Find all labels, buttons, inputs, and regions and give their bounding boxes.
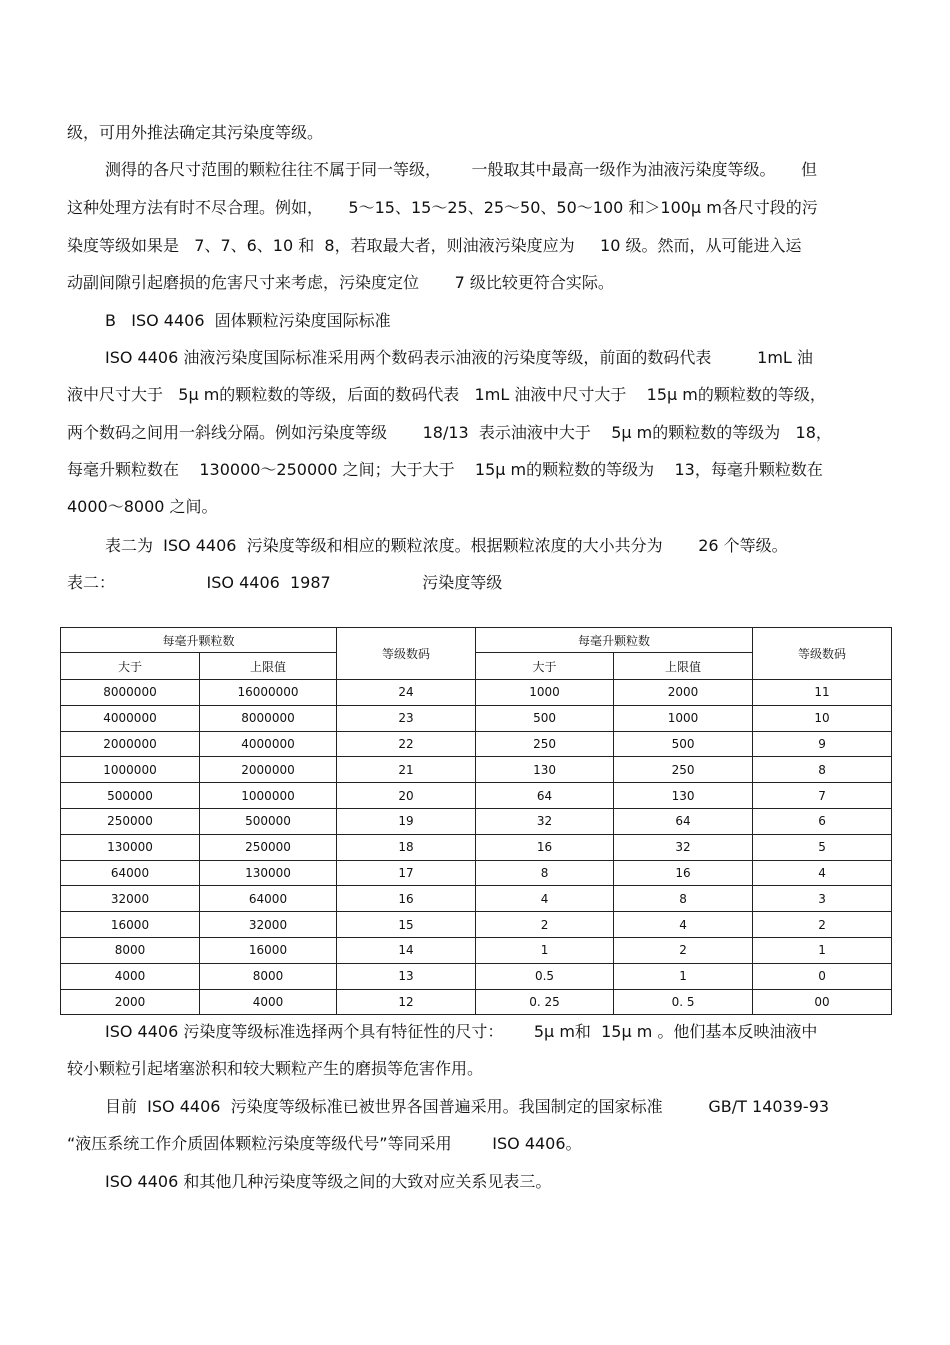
table-row — [61, 731, 892, 757]
paragraph-line: 4000～8000 之间。 — [67, 497, 218, 516]
table-cell: 19 — [337, 808, 476, 834]
table-cell: 9 — [753, 731, 892, 757]
table-cell: 00 — [753, 989, 892, 1015]
table-cell: 1 — [614, 963, 753, 989]
header-grade-code-left: 等级数码 — [337, 628, 476, 680]
table-caption: 表二： ISO 4406 1987 污染度等级 — [67, 573, 503, 592]
table-cell: 16000000 — [200, 680, 337, 706]
table-cell: 20 — [337, 783, 476, 809]
table-cell: 8000000 — [200, 705, 337, 731]
table-cell: 4000000 — [61, 705, 200, 731]
table-cell: 1 — [476, 937, 614, 963]
table-cell: 4 — [753, 860, 892, 886]
paragraph-line: 每毫升颗粒数在 130000～250000 之间；大于大于 15μ m的颗粒数的等级为 13，每毫升颗粒数在 — [67, 460, 823, 479]
table-cell: 8 — [614, 886, 753, 912]
table-row — [61, 757, 892, 783]
paragraph-line: 较小颗粒引起堵塞淤积和较大颗粒产生的磨损等危害作用。 — [67, 1059, 484, 1078]
table-cell: 16 — [614, 860, 753, 886]
table-cell: 12 — [337, 989, 476, 1015]
paragraph-line: 目前 ISO 4406 污染度等级标准已被世界各国普遍采用。我国制定的国家标准 GB/T 14039-93 — [105, 1097, 830, 1116]
table-cell: 8 — [753, 757, 892, 783]
table-row — [61, 989, 892, 1015]
table-cell: 4 — [476, 886, 614, 912]
table-cell: 1000000 — [200, 783, 337, 809]
paragraph-line: 测得的各尺寸范围的颗粒往往不属于同一等级， 一般取其中最高一级作为油液污染度等级。 但 — [105, 160, 817, 179]
table-cell: 4000000 — [200, 731, 337, 757]
paragraph-line: “液压系统工作介质固体颗粒污染度等级代号”等同采用 ISO 4406。 — [67, 1134, 582, 1153]
header-upper-limit-right: 上限值 — [614, 653, 753, 680]
table-cell: 64 — [614, 808, 753, 834]
table-cell: 16000 — [200, 937, 337, 963]
table-cell: 64000 — [61, 860, 200, 886]
table-row — [61, 937, 892, 963]
table-cell: 2 — [753, 912, 892, 938]
paragraph-line: 动副间隙引起磨损的危害尺寸来考虑，污染度定位 7 级比较更符合实际。 — [67, 273, 614, 292]
table-cell: 16 — [476, 834, 614, 860]
table-cell: 0. 25 — [476, 989, 614, 1015]
table-cell: 130 — [614, 783, 753, 809]
table-cell: 18 — [337, 834, 476, 860]
table-cell: 7 — [753, 783, 892, 809]
table-cell: 2000000 — [61, 731, 200, 757]
header-per-ml-right: 每毫升颗粒数 — [476, 628, 753, 653]
table-cell: 5 — [753, 834, 892, 860]
table-cell: 500 — [476, 705, 614, 731]
table-cell: 4000 — [61, 963, 200, 989]
table-row — [61, 963, 892, 989]
header-more-than-left: 大于 — [61, 653, 200, 680]
table-cell: 64000 — [200, 886, 337, 912]
paragraph-line: 液中尺寸大于 5μ m的颗粒数的等级，后面的数码代表 1mL 油液中尺寸大于 15μ m的颗粒数的等级， — [67, 385, 826, 404]
header-upper-limit-left: 上限值 — [200, 653, 337, 680]
table-cell: 0. 5 — [614, 989, 753, 1015]
header-per-ml-left: 每毫升颗粒数 — [61, 628, 337, 653]
table-cell: 1 — [753, 937, 892, 963]
table-cell: 17 — [337, 860, 476, 886]
table-cell: 8000 — [61, 937, 200, 963]
paragraph-line: ISO 4406 油液污染度国际标准采用两个数码表示油液的污染度等级，前面的数码代表 1mL 油 — [105, 348, 813, 367]
table-cell: 500000 — [200, 808, 337, 834]
paragraph-line: 表二为 ISO 4406 污染度等级和相应的颗粒浓度。根据颗粒浓度的大小共分为 26 个等级。 — [105, 536, 788, 555]
table-cell: 8000000 — [61, 680, 200, 706]
paragraph-line: ISO 4406 污染度等级标准选择两个具有特征性的尺寸： 5μ m和 15μ m 。他们基本反映油液中 — [105, 1022, 818, 1041]
table-cell: 8000 — [200, 963, 337, 989]
table-cell: 24 — [337, 680, 476, 706]
table-cell: 1000000 — [61, 757, 200, 783]
table-cell: 500 — [614, 731, 753, 757]
table-cell: 130000 — [200, 860, 337, 886]
table-cell: 3 — [753, 886, 892, 912]
table-cell: 2000 — [614, 680, 753, 706]
table-cell: 32 — [476, 808, 614, 834]
table-cell: 16000 — [61, 912, 200, 938]
table-row — [61, 834, 892, 860]
table-cell: 16 — [337, 886, 476, 912]
table-row — [61, 860, 892, 886]
table-cell: 14 — [337, 937, 476, 963]
table-cell: 250 — [476, 731, 614, 757]
header-more-than-right: 大于 — [476, 653, 614, 680]
table-cell: 1000 — [614, 705, 753, 731]
paragraph-line: 这种处理方法有时不尽合理。例如， 5～15、15～25、25～50、50～100 和＞100μ m各尺寸段的污 — [67, 198, 818, 217]
table-row — [61, 886, 892, 912]
paragraph-line: 级，可用外推法确定其污染度等级。 — [67, 123, 324, 142]
header-grade-code-right: 等级数码 — [753, 628, 892, 680]
table-cell: 2000000 — [200, 757, 337, 783]
table-cell: 2 — [476, 912, 614, 938]
table-row — [61, 808, 892, 834]
table-body — [61, 680, 892, 1015]
table-cell: 32000 — [61, 886, 200, 912]
table-cell: 2000 — [61, 989, 200, 1015]
table-cell: 0.5 — [476, 963, 614, 989]
table-cell: 10 — [753, 705, 892, 731]
table-row — [61, 680, 892, 706]
table-cell: 130 — [476, 757, 614, 783]
table-row — [61, 912, 892, 938]
table-cell: 32 — [614, 834, 753, 860]
table-cell: 0 — [753, 963, 892, 989]
table-cell: 1000 — [476, 680, 614, 706]
table-cell: 11 — [753, 680, 892, 706]
table-cell: 4 — [614, 912, 753, 938]
table-cell: 8 — [476, 860, 614, 886]
table-cell: 15 — [337, 912, 476, 938]
table-cell: 250 — [614, 757, 753, 783]
table-cell: 500000 — [61, 783, 200, 809]
table-cell: 250000 — [61, 808, 200, 834]
table-cell: 4000 — [200, 989, 337, 1015]
table-cell: 250000 — [200, 834, 337, 860]
section-heading: B ISO 4406 固体颗粒污染度国际标准 — [105, 311, 391, 330]
table-cell: 21 — [337, 757, 476, 783]
table-row — [61, 783, 892, 809]
contamination-grade-table — [60, 627, 892, 1015]
table-cell: 6 — [753, 808, 892, 834]
paragraph-line: 两个数码之间用一斜线分隔。例如污染度等级 18/13 表示油液中大于 5μ m的颗粒数的等级为 18， — [67, 423, 832, 442]
table-cell: 2 — [614, 937, 753, 963]
table-row — [61, 705, 892, 731]
paragraph-line: 染度等级如果是 7、7、6、10 和 8，若取最大者，则油液污染度应为 10 级。然而，从可能进入运 — [67, 236, 802, 255]
table-cell: 23 — [337, 705, 476, 731]
table-cell: 64 — [476, 783, 614, 809]
table-cell: 130000 — [61, 834, 200, 860]
table-cell: 13 — [337, 963, 476, 989]
table-cell: 32000 — [200, 912, 337, 938]
table-cell: 22 — [337, 731, 476, 757]
paragraph-line: ISO 4406 和其他几种污染度等级之间的大致对应关系见表三。 — [105, 1172, 552, 1191]
